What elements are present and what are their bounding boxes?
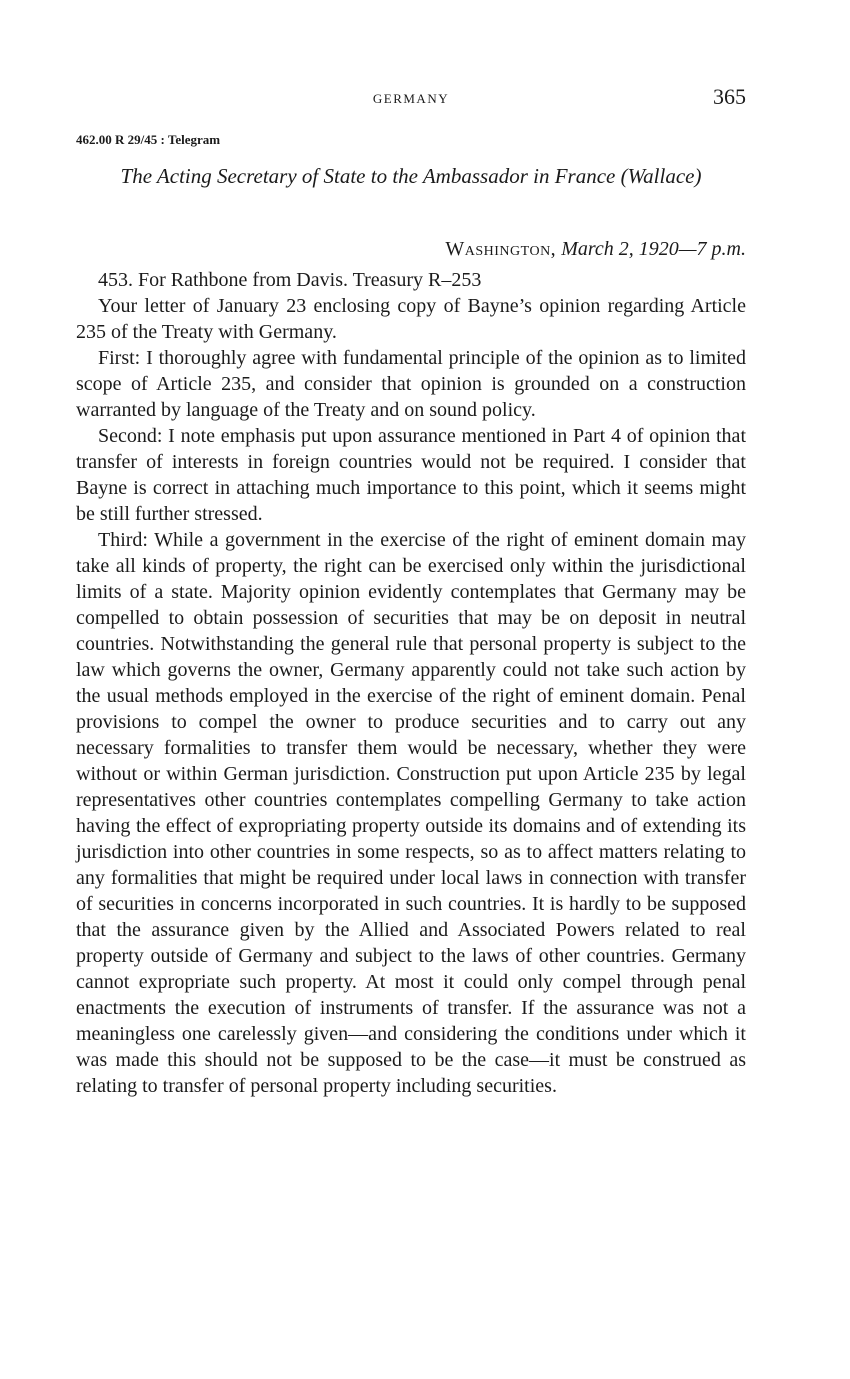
dateline-place: Washington, bbox=[445, 238, 557, 260]
paragraph-third: Third: While a government in the exercise of the right of eminent domain may take all kinds of property, the right can be exercised only within the jurisdictional limits of a state. Majority opinion evidently contemplates that Germany may be compelled to obtain possession of securities that may be on deposit in neutral countries. Notwithstanding the general rule that personal property is subject to the law which governs the owner, Germany apparently could not take such action by the usual methods employed in the exercise of the right of eminent domain. Penal provisions to compel the owner to produce securities and to carry out any necessary formalities to transfer them would be necessary, whether they were without or within German jurisdiction. Construction put upon Article 235 by legal representatives other countries contemplates compelling Germany to take action having the effect of expropriating property outside its domains and of extending its jurisdiction into other countries in some respects, so as to affect matters relating to any formalities that might be required under local laws in connection with transfer of securities in concerns incorporated in such countries. It is hardly to be supposed that the assurance given by the Allied and Associated Powers related to real property outside of Germany and subject to the laws of other countries. Germany cannot expropriate such property. At most it could only compel through penal enactments the execution of instruments of transfer. If the assurance was not a meaningless one carelessly given—and considering the conditions under which it was made this should not be supposed to be the case—it must be construed as relating to transfer of personal property including securities. bbox=[76, 529, 746, 1097]
running-head bbox=[76, 86, 746, 116]
dateline bbox=[445, 238, 746, 261]
file-reference: 462.00 R 29/45 : Telegram bbox=[76, 132, 221, 147]
paragraph-telegram-number: 453. For Rathbone from Davis. Treasury R–253 bbox=[98, 269, 482, 291]
page-number: 365 bbox=[713, 84, 746, 109]
paragraph-second: Second: I note emphasis put upon assurance mentioned in Part 4 of opinion that transfer of interests in foreign countries would not be required. I consider that Bayne is correct in attaching much importance to this point, which it seems might be still further stressed. bbox=[76, 425, 746, 525]
document-title: The Acting Secretary of State to the Ambassador in France (Wallace) bbox=[120, 164, 702, 188]
paragraph-first: First: I thoroughly agree with fundamental principle of the opinion as to limited scope of Article 235, and consider that opinion is grounded on a construction warranted by language of the Treaty and on sound policy. bbox=[76, 347, 746, 421]
telegram-body bbox=[76, 267, 746, 1099]
paragraph-intro: Your letter of January 23 enclosing copy of Bayne’s opinion regarding Article 235 of the Treaty with Germany. bbox=[76, 295, 746, 343]
running-title: GERMANY bbox=[372, 91, 450, 106]
dateline-date: March 2, 1920—7 p.m. bbox=[561, 238, 746, 260]
